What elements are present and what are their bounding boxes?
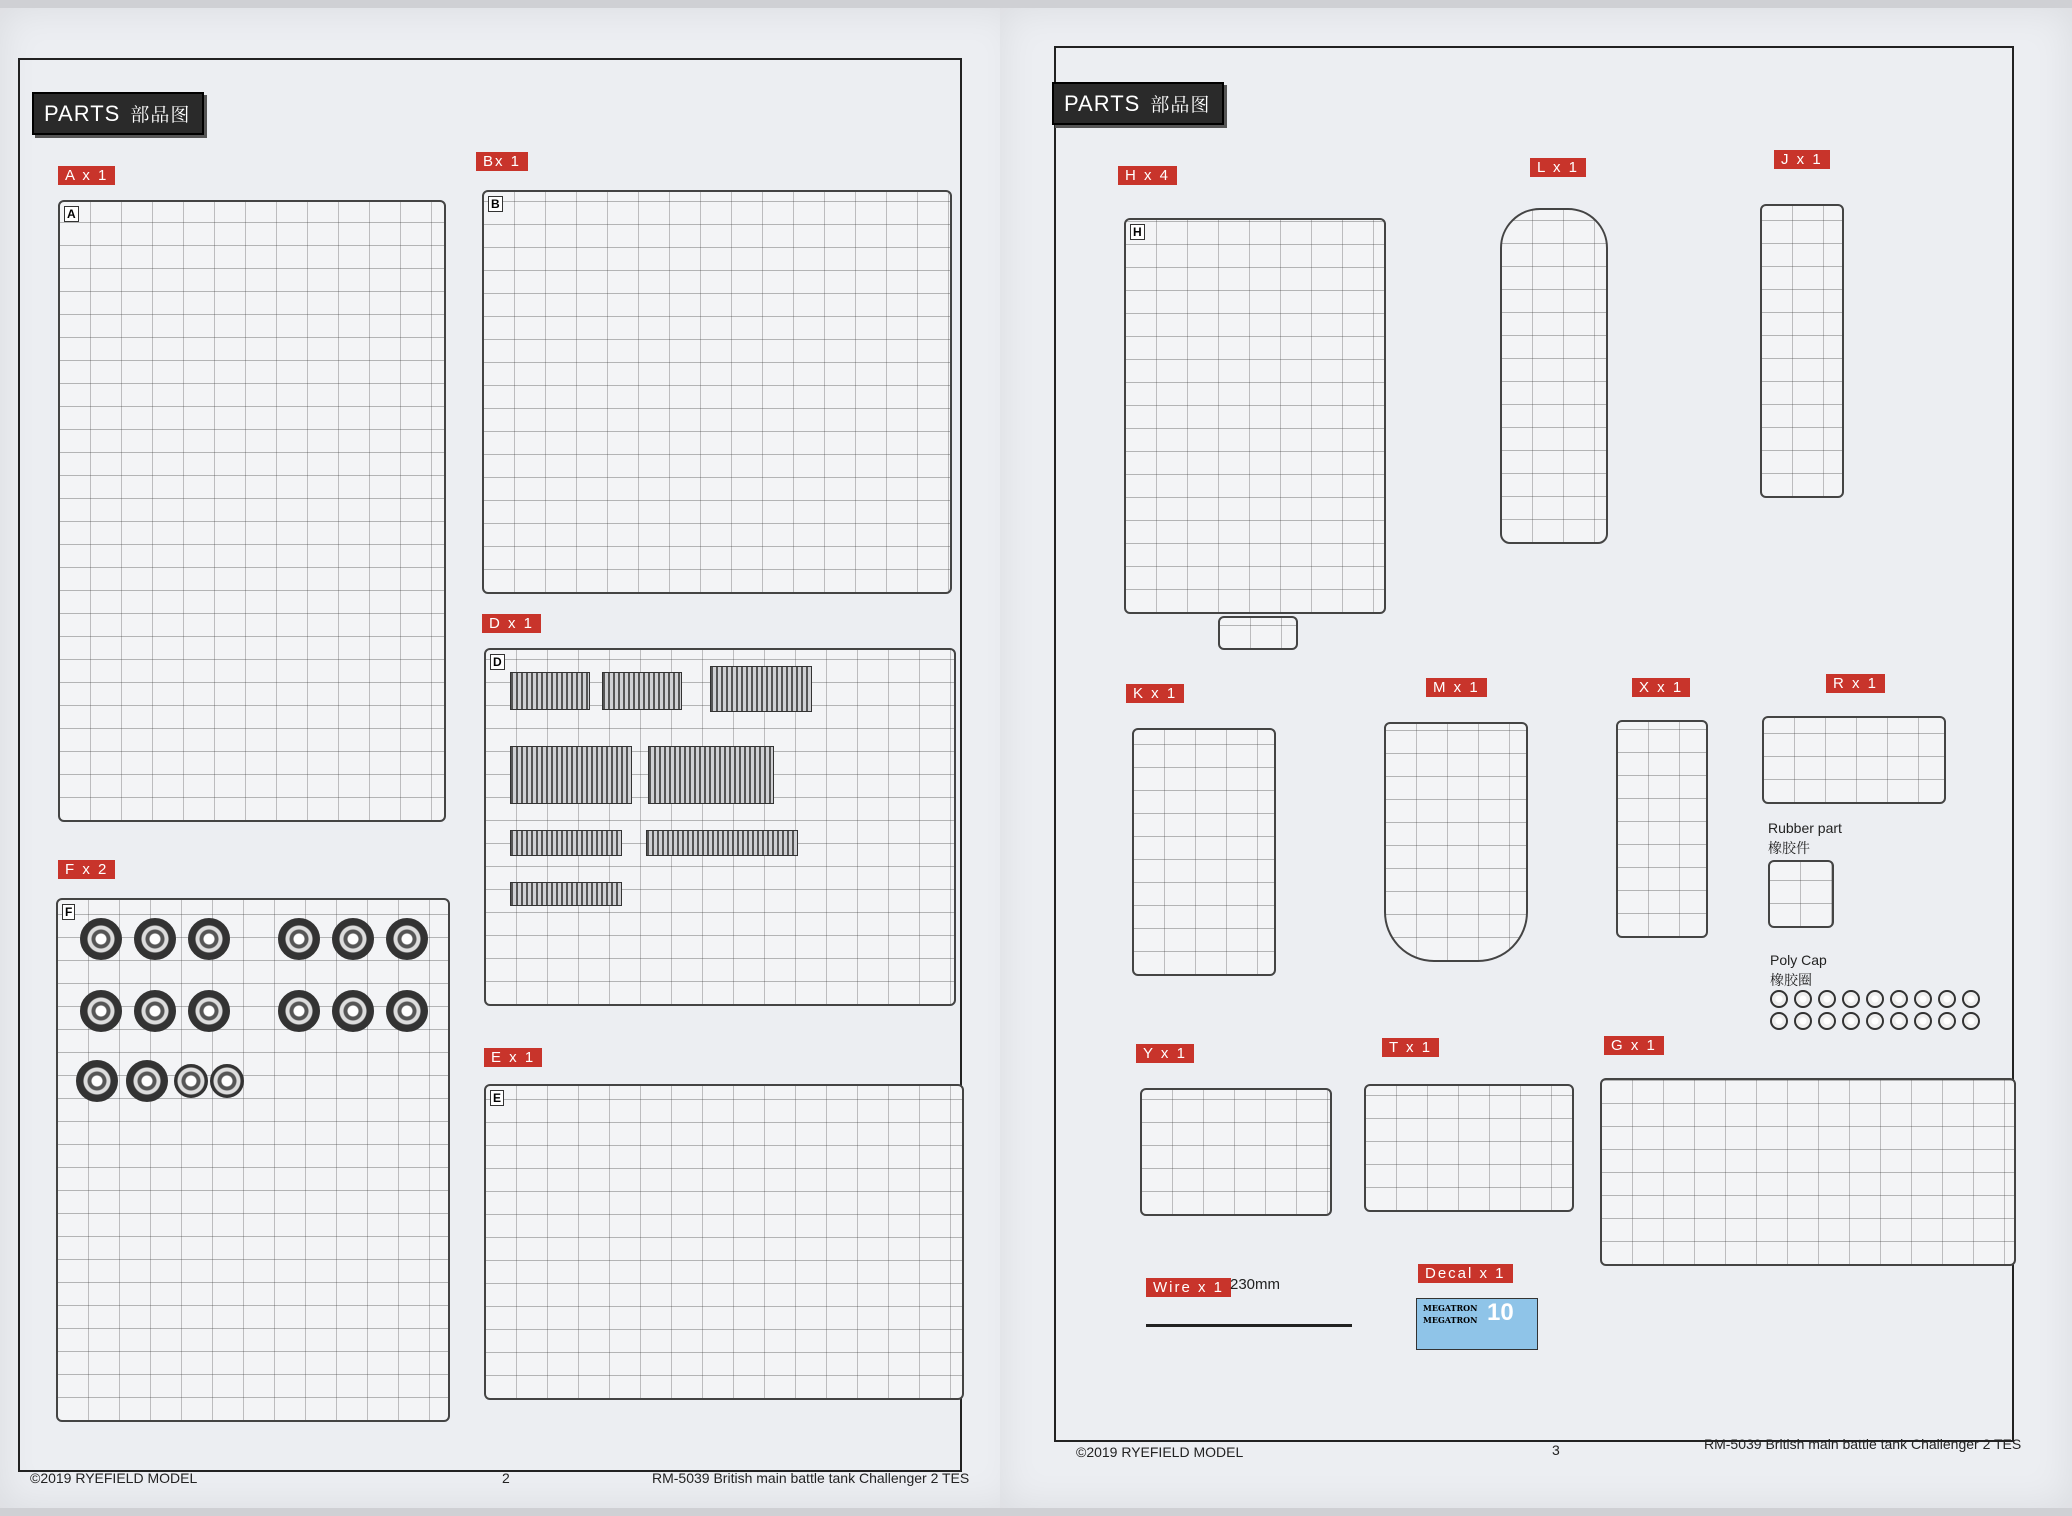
sprue-tag-l: L x 1: [1530, 158, 1586, 177]
wire-line: [1146, 1324, 1352, 1327]
poly-cap: [1938, 1012, 1956, 1030]
grille-part: [648, 746, 774, 804]
road-wheel: [278, 918, 320, 960]
decal-line-1: MEGATRON: [1423, 1303, 1478, 1313]
road-wheel: [80, 918, 122, 960]
sprue-y: [1140, 1088, 1332, 1216]
road-wheel: [80, 990, 122, 1032]
parts-header-label: PARTS: [44, 101, 121, 126]
sprue-j: [1760, 204, 1844, 498]
sprue-e: [484, 1084, 964, 1400]
sprocket-wheel: [76, 1060, 118, 1102]
poly-cap-label: Poly Cap: [1770, 952, 1827, 968]
poly-cap-label-cn: 橡胶圈: [1770, 973, 1812, 989]
footer-page-number: 3: [1552, 1442, 1560, 1458]
sprue-k: [1132, 728, 1276, 976]
sprue-letter-e: E: [490, 1090, 504, 1106]
sprue-t: [1364, 1084, 1574, 1212]
parts-header-label-cn: 部品图: [130, 104, 191, 126]
sprue-m: [1384, 722, 1528, 962]
sprue-tag-h: H x 4: [1118, 166, 1177, 185]
sprue-h: [1124, 218, 1386, 614]
sprue-tag-e: E x 1: [484, 1048, 542, 1067]
grille-part: [510, 830, 622, 856]
sprue-tag-j: J x 1: [1774, 150, 1830, 169]
parts-header-label-cn: 部品图: [1150, 94, 1211, 116]
sprue-tag-m: M x 1: [1426, 678, 1487, 697]
sprue-tag-t: T x 1: [1382, 1038, 1439, 1057]
idler-wheel: [174, 1064, 208, 1098]
poly-cap: [1818, 1012, 1836, 1030]
sprue-x: [1616, 720, 1708, 938]
grille-part: [510, 882, 622, 906]
sprue-tag-r: R x 1: [1826, 674, 1885, 693]
grille-part: [510, 672, 590, 710]
wire-length: 230mm: [1230, 1276, 1281, 1293]
sprue-tag-b: Bx 1: [476, 152, 528, 171]
sprue-letter-a: A: [64, 206, 79, 222]
idler-wheel: [210, 1064, 244, 1098]
poly-cap: [1866, 1012, 1884, 1030]
road-wheel: [278, 990, 320, 1032]
grille-part: [510, 746, 632, 804]
sprue-letter-d: D: [490, 654, 505, 670]
sprue-tag-d: D x 1: [482, 614, 541, 633]
poly-cap: [1914, 990, 1932, 1008]
sprue-tag-y: Y x 1: [1136, 1044, 1194, 1063]
sprue-r: [1762, 716, 1946, 804]
footer-product-name: RM-5039 British main battle tank Challenger 2 TES: [652, 1470, 970, 1486]
poly-cap: [1842, 1012, 1860, 1030]
decal-number: 10: [1487, 1299, 1514, 1326]
rubber-part: [1768, 860, 1834, 928]
sprue-l: [1500, 208, 1608, 544]
sprue-tag-k: K x 1: [1126, 684, 1184, 703]
sprocket-wheel: [126, 1060, 168, 1102]
road-wheel: [332, 990, 374, 1032]
sprue-letter-b: B: [488, 196, 503, 212]
poly-cap: [1890, 1012, 1908, 1030]
footer-copyright: ©2019 RYEFIELD MODEL: [30, 1470, 198, 1486]
poly-cap: [1890, 990, 1908, 1008]
parts-header-left: [32, 92, 204, 135]
sprue-tag-x: X x 1: [1632, 678, 1690, 697]
sprue-g: [1600, 1078, 2016, 1266]
sprue-f: [56, 898, 450, 1422]
sprue-tag-f: F x 2: [58, 860, 115, 879]
poly-cap: [1794, 1012, 1812, 1030]
poly-cap: [1962, 990, 1980, 1008]
grille-part: [602, 672, 682, 710]
rubber-part-label: Rubber part: [1768, 820, 1842, 836]
parts-header-label: PARTS: [1064, 91, 1141, 116]
grille-part: [646, 830, 798, 856]
sprue-h-tab: [1218, 616, 1298, 650]
road-wheel: [386, 990, 428, 1032]
wire-tag: Wire x 1: [1146, 1278, 1231, 1297]
poly-cap: [1962, 1012, 1980, 1030]
sprue-letter-h: H: [1130, 224, 1145, 240]
sprue-tag-g: G x 1: [1604, 1036, 1664, 1055]
poly-cap: [1914, 1012, 1932, 1030]
poly-cap: [1938, 990, 1956, 1008]
sprue-b: [482, 190, 952, 594]
sprue-tag-a: A x 1: [58, 166, 115, 185]
footer-product-name: RM-5039 British main battle tank Challenger 2 TES: [1704, 1436, 2022, 1452]
poly-cap: [1818, 990, 1836, 1008]
poly-cap-row: [1770, 990, 1990, 1034]
road-wheel: [134, 918, 176, 960]
decal-tag: Decal x 1: [1418, 1264, 1513, 1283]
road-wheel: [386, 918, 428, 960]
road-wheel: [332, 918, 374, 960]
sprue-d: [484, 648, 956, 1006]
grille-part: [710, 666, 812, 712]
poly-cap: [1842, 990, 1860, 1008]
poly-cap: [1770, 990, 1788, 1008]
footer-page-number: 2: [502, 1470, 510, 1486]
parts-header-right: [1052, 82, 1224, 125]
poly-cap: [1866, 990, 1884, 1008]
sprue-letter-f: F: [62, 904, 75, 920]
road-wheel: [188, 990, 230, 1032]
rubber-part-label-cn: 橡胶件: [1768, 841, 1810, 857]
sprue-a: [58, 200, 446, 822]
left-page: [0, 8, 1022, 1508]
road-wheel: [134, 990, 176, 1032]
decal-sheet: [1416, 1298, 1538, 1350]
poly-cap: [1794, 990, 1812, 1008]
poly-cap: [1770, 1012, 1788, 1030]
decal-line-2: MEGATRON: [1423, 1315, 1478, 1325]
right-page: [1000, 8, 2072, 1508]
footer-copyright: ©2019 RYEFIELD MODEL: [1076, 1444, 1244, 1460]
road-wheel: [188, 918, 230, 960]
